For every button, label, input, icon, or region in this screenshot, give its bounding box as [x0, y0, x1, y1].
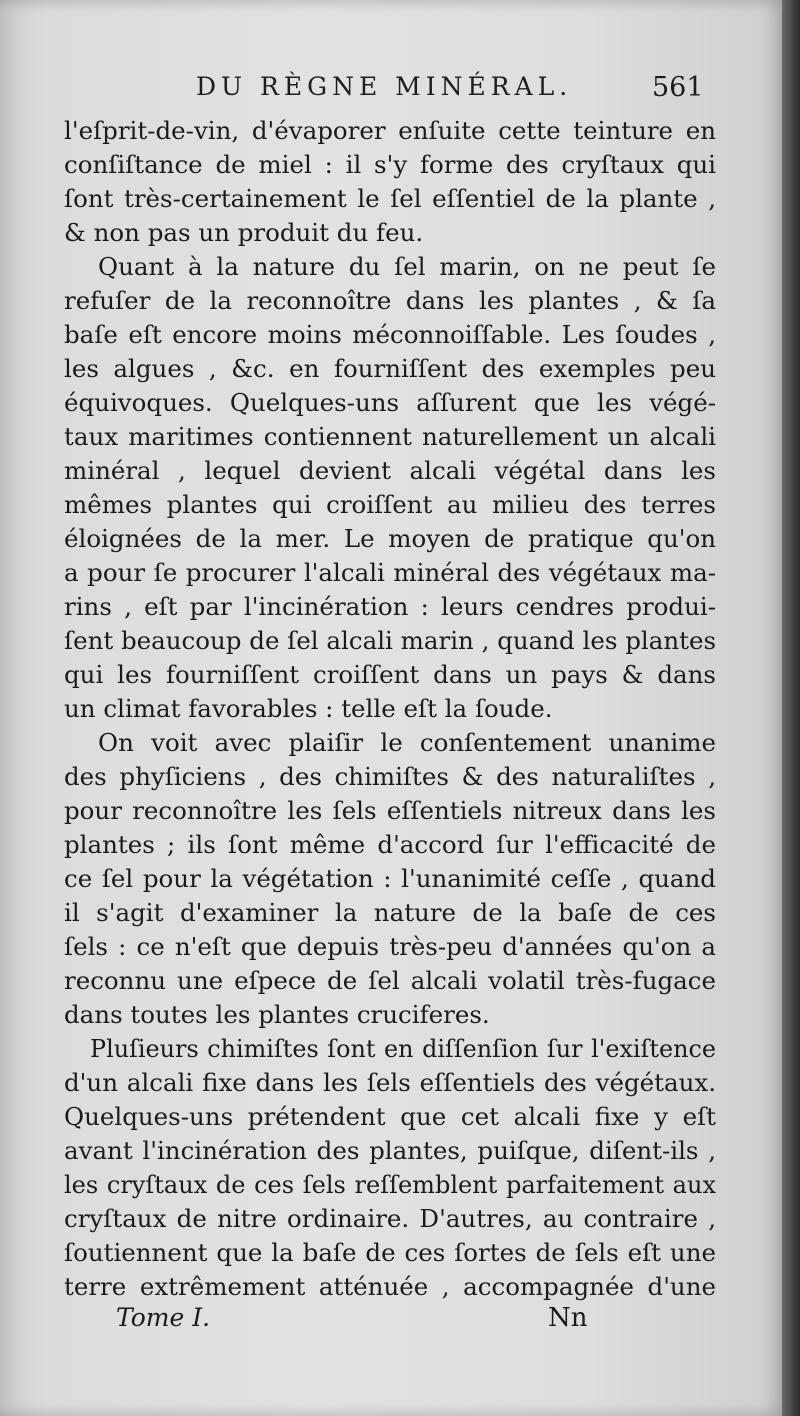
text-line: l'eſprit-de-vin, d'évaporer enſuite cette teinture en — [64, 116, 716, 145]
text-line: ſels : ce n'eſt que depuis très-peu d'années qu'on a — [64, 932, 716, 961]
text-line: pour reconnoître les ſels eſſentiels nitreux dans les — [64, 796, 716, 825]
text-line: ſont très-certainement le ſel eſſentiel de la plante , — [64, 184, 716, 213]
text-line: reconnu une eſpece de ſel alcali volatil très-fugace — [64, 966, 716, 995]
paragraph-1 — [64, 114, 716, 250]
volume-signature: Tome I. — [116, 1303, 211, 1332]
page-edge-shadow — [782, 0, 800, 1416]
text-line: d'un alcali fixe dans les ſels eſſentiels des végétaux. — [64, 1068, 716, 1097]
text-line: conſiſtance de miel : il s'y forme des cryſtaux qui — [64, 150, 716, 179]
text-line: baſe eſt encore moins méconnoiſſable. Les ſoudes , — [64, 320, 716, 349]
text-line: cryſtaux de nitre ordinaire. D'autres, au contraire , — [64, 1204, 716, 1233]
paragraph-4 — [64, 1032, 716, 1304]
text-line: taux maritimes contiennent naturellement un alcali — [64, 422, 716, 451]
page-number: 561 — [652, 72, 704, 103]
paragraph-3 — [64, 726, 716, 1032]
text-line: des phyſiciens , des chimiſtes & des naturaliſtes , — [64, 762, 716, 791]
body-text — [64, 114, 716, 1304]
text-line: il s'agit d'examiner la nature de la baſe de ces — [64, 898, 716, 927]
text-line: Quant à la nature du ſel marin, on ne peut ſe — [98, 252, 716, 281]
text-line: & non pas un produit du feu. — [64, 218, 424, 247]
text-line: ce ſel pour la végétation : l'unanimité ceſſe , quand — [64, 864, 716, 893]
text-line: équivoques. Quelques-uns aſſurent que les végé- — [64, 388, 716, 417]
text-line: qui les fourniſſent croiſſent dans un pays & dans — [64, 660, 716, 689]
text-line: dans toutes les plantes cruciferes. — [64, 1000, 490, 1029]
text-line: a pour ſe procurer l'alcali minéral des végétaux ma- — [64, 558, 716, 587]
text-line: rins , eſt par l'incinération : leurs cendres produi- — [64, 592, 716, 621]
text-line: refuſer de la reconnoître dans les plantes , & ſa — [64, 286, 716, 315]
text-line: On voit avec plaiſir le conſentement unanime — [98, 728, 716, 757]
text-line: avant l'incinération des plantes, puiſque, diſent-ils , — [64, 1136, 716, 1165]
text-line: Pluſieurs chimiſtes ſont en diſſenſion ſur l'exiſtence — [90, 1035, 716, 1063]
page-header — [0, 72, 782, 112]
text-line: ſent beaucoup de ſel alcali marin , quand les plantes — [64, 626, 717, 655]
text-line: les cryſtaux de ces ſels reſſemblent parfaitement aux — [64, 1171, 716, 1199]
text-line: éloignées de la mer. Le moyen de pratique qu'on — [64, 524, 716, 553]
text-line: plantes ; ils ſont même d'accord ſur l'efficacité de — [64, 830, 716, 859]
text-line: Quelques-uns prétendent que cet alcali fixe y eſt — [64, 1102, 716, 1131]
text-line: minéral , lequel devient alcali végétal dans les — [64, 456, 716, 485]
text-line: terre extrêmement atténuée , accompagnée d'une — [64, 1272, 716, 1301]
text-line: un climat favorables : telle eſt la ſoude. — [64, 694, 553, 723]
running-title: DU RÈGNE MINÉRAL. — [196, 72, 573, 101]
text-line: mêmes plantes qui croiſſent au milieu des terres — [64, 490, 716, 519]
text-line: les algues , &c. en fourniſſent des exemples peu — [64, 354, 716, 383]
gathering-signature: Nn — [548, 1303, 588, 1333]
paragraph-2 — [64, 250, 716, 726]
text-line: ſoutiennent que la baſe de ces ſortes de ſels eſt une — [64, 1238, 716, 1267]
